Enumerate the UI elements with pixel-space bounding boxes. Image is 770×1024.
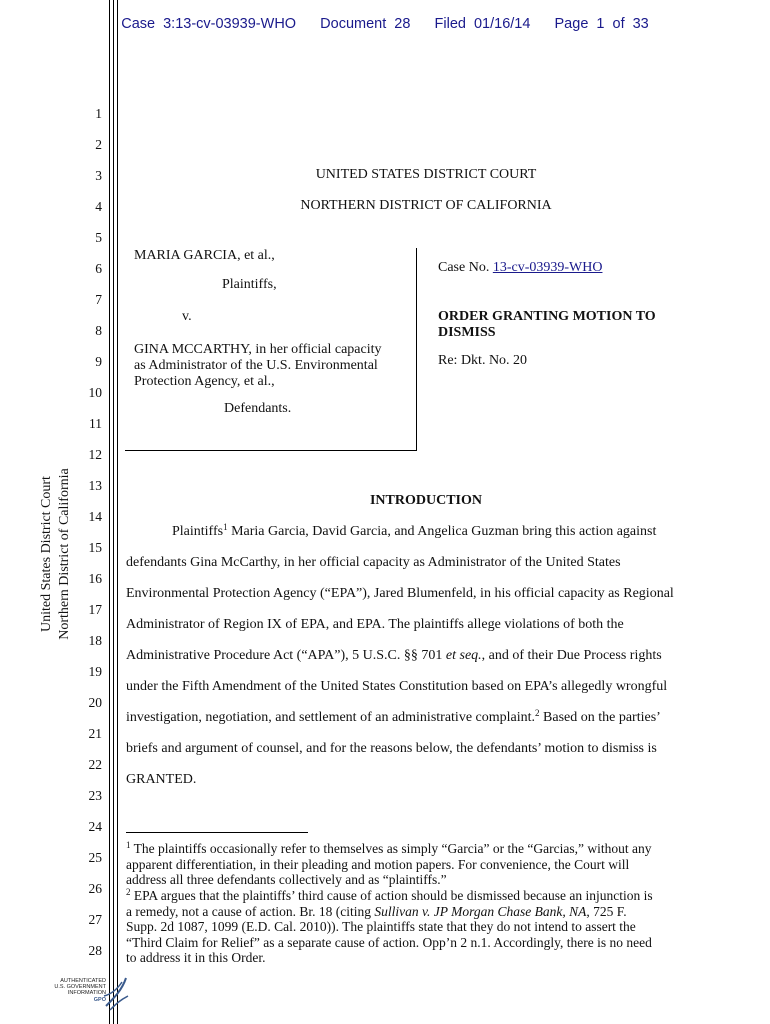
line-number: 3 bbox=[95, 168, 102, 183]
footnote-line: to address it in this Order. bbox=[126, 950, 266, 966]
line-number: 10 bbox=[88, 385, 102, 400]
text-run: Maria Garcia, David Garcia, and Angelica Guzman bring this action against bbox=[227, 524, 657, 539]
text-run: The plaintiffs occasionally refer to themselves as simply “Garcia” or the “Garcias,” without any bbox=[130, 841, 652, 856]
versus: v. bbox=[182, 309, 192, 324]
gpo-eagle-icon bbox=[100, 976, 130, 1012]
footnote-ref-2[interactable]: 2 bbox=[535, 708, 540, 718]
body-line-4: Administrator of Region IX of EPA, and EPA. The plaintiffs allege violations of both the bbox=[126, 617, 624, 632]
order-title bbox=[438, 309, 656, 341]
section-heading: INTRODUCTION bbox=[369, 493, 482, 508]
footnote-1 bbox=[126, 841, 736, 888]
line-number: 13 bbox=[88, 478, 102, 493]
line-number: 24 bbox=[88, 819, 102, 834]
line-number: 21 bbox=[88, 726, 102, 741]
body-line-7 bbox=[126, 710, 720, 726]
defendant-line: GINA MCCARTHY, in her official capacity bbox=[134, 342, 382, 357]
line-number: 28 bbox=[88, 943, 102, 958]
footnote-line bbox=[126, 904, 736, 920]
side-court-district: Northern District of California bbox=[57, 468, 72, 640]
defendant-name bbox=[134, 342, 382, 390]
footnote-2 bbox=[126, 888, 736, 966]
defendant-line: as Administrator of the U.S. Environmental bbox=[134, 358, 378, 373]
line-number: 19 bbox=[88, 664, 102, 679]
line-number: 27 bbox=[88, 912, 102, 927]
footnote-line: address all three defendants collectively and as “plaintiffs.” bbox=[126, 872, 447, 888]
body-line-3: Environmental Protection Agency (“EPA”), Jared Blumenfeld, in his official capacity as Regional bbox=[126, 586, 674, 601]
court-name: UNITED STATES DISTRICT COURT bbox=[315, 167, 537, 182]
defendant-role: Defendants. bbox=[224, 401, 292, 416]
gpo-line: AUTHENTICATED bbox=[60, 978, 106, 984]
margin-rule-left-1 bbox=[109, 0, 110, 1024]
body-line-6: under the Fifth Amendment of the United States Constitution based on EPA’s allegedly wrongful bbox=[126, 679, 668, 694]
gpo-line: GPO bbox=[93, 996, 106, 1003]
footnote-ref-1[interactable]: 1 bbox=[223, 522, 228, 532]
filing-header bbox=[0, 16, 770, 32]
text-run: EPA argues that the plaintiffs’ third cause of action should be dismissed because an injunction is bbox=[130, 888, 653, 903]
defendant-line: Protection Agency, et al., bbox=[134, 374, 275, 389]
header-filed: Filed 01/16/14 bbox=[434, 16, 531, 32]
line-number: 4 bbox=[95, 199, 102, 214]
case-number-link[interactable]: 13-cv-03939-WHO bbox=[492, 260, 603, 275]
side-court-label bbox=[38, 468, 74, 639]
line-number: 26 bbox=[88, 881, 102, 896]
order-title-line: ORDER GRANTING MOTION TO bbox=[438, 309, 656, 324]
case-number bbox=[438, 260, 602, 276]
gpo-authentication-logo bbox=[42, 976, 128, 1012]
footnote-separator bbox=[126, 832, 308, 833]
gpo-line: U.S. GOVERNMENT bbox=[54, 984, 106, 991]
line-number: 1 bbox=[95, 106, 102, 121]
docket-reference: Re: Dkt. No. 20 bbox=[438, 353, 528, 368]
margin-rule-left-3 bbox=[117, 0, 118, 1024]
line-number: 7 bbox=[95, 292, 102, 307]
line-number: 9 bbox=[95, 354, 102, 369]
line-number: 23 bbox=[88, 788, 102, 803]
header-document: Document 28 bbox=[320, 16, 411, 32]
order-title-line: DISMISS bbox=[438, 325, 496, 340]
caption-bottom-rule bbox=[125, 450, 416, 451]
body-line-5 bbox=[126, 648, 720, 664]
line-number: 2 bbox=[95, 137, 102, 152]
plaintiff-role: Plaintiffs, bbox=[222, 277, 277, 292]
case-number-label: Case No. bbox=[438, 260, 490, 275]
margin-rule-left-2 bbox=[113, 0, 114, 1024]
text-run: a remedy, not a cause of action. Br. 18 (citing bbox=[126, 903, 375, 919]
line-number: 8 bbox=[95, 323, 102, 338]
line-number: 16 bbox=[88, 571, 102, 586]
line-number: 12 bbox=[88, 447, 102, 462]
footnote-line: “Third Claim for Relief” as a separate cause of action. Opp’n 2 n.1. Accordingly, there is no need bbox=[126, 934, 652, 950]
header-case: Case 3:13-cv-03939-WHO bbox=[121, 16, 297, 32]
footnote-mark: 1 bbox=[126, 840, 131, 850]
line-number: 25 bbox=[88, 850, 102, 865]
side-court-name: United States District Court bbox=[39, 476, 54, 632]
text-run: , 725 F. bbox=[586, 903, 627, 919]
footnote-line: apparent differentiation, in their pleading and motion papers. For convenience, the Court will bbox=[126, 856, 630, 872]
line-number: 14 bbox=[88, 509, 102, 524]
line-number: 20 bbox=[88, 695, 102, 710]
footnote-line bbox=[126, 888, 736, 904]
line-number: 5 bbox=[95, 230, 102, 245]
text-run: Based on the parties’ bbox=[539, 710, 661, 725]
caption-right-rule bbox=[416, 248, 417, 451]
footnote-mark: 2 bbox=[126, 887, 131, 897]
text-run: , and of their Due Process rights bbox=[481, 648, 662, 663]
text-run: investigation, negotiation, and settlement of an administrative complaint. bbox=[126, 710, 536, 725]
line-number: 17 bbox=[88, 602, 102, 617]
body-line-2: defendants Gina McCarthy, in her official capacity as Administrator of the United States bbox=[126, 555, 621, 570]
body-line-8: briefs and argument of counsel, and for the reasons below, the defendants’ motion to dismiss is bbox=[126, 741, 657, 756]
body-line-1 bbox=[172, 524, 766, 540]
header-page: Page 1 of 33 bbox=[554, 16, 649, 32]
line-number: 11 bbox=[89, 416, 102, 431]
text-run: Plaintiffs bbox=[172, 524, 224, 539]
plaintiff-name: MARIA GARCIA, et al., bbox=[134, 248, 275, 263]
text-run-italic: et seq. bbox=[445, 648, 482, 663]
footnote-line bbox=[126, 841, 736, 857]
line-number: 6 bbox=[95, 261, 102, 276]
case-citation: Sullivan v. JP Morgan Chase Bank, NA bbox=[374, 903, 587, 919]
line-number: 18 bbox=[88, 633, 102, 648]
line-number: 15 bbox=[88, 540, 102, 555]
gpo-line: INFORMATION bbox=[67, 990, 106, 997]
footnote-line: Supp. 2d 1087, 1099 (E.D. Cal. 2010)). The plaintiffs state that they do not intend to assert the bbox=[126, 919, 636, 935]
text-run: Administrative Procedure Act (“APA”), 5 U.S.C. §§ 701 bbox=[126, 648, 446, 663]
court-district: NORTHERN DISTRICT OF CALIFORNIA bbox=[300, 198, 552, 213]
line-number: 22 bbox=[88, 757, 102, 772]
body-line-9: GRANTED. bbox=[126, 772, 197, 787]
